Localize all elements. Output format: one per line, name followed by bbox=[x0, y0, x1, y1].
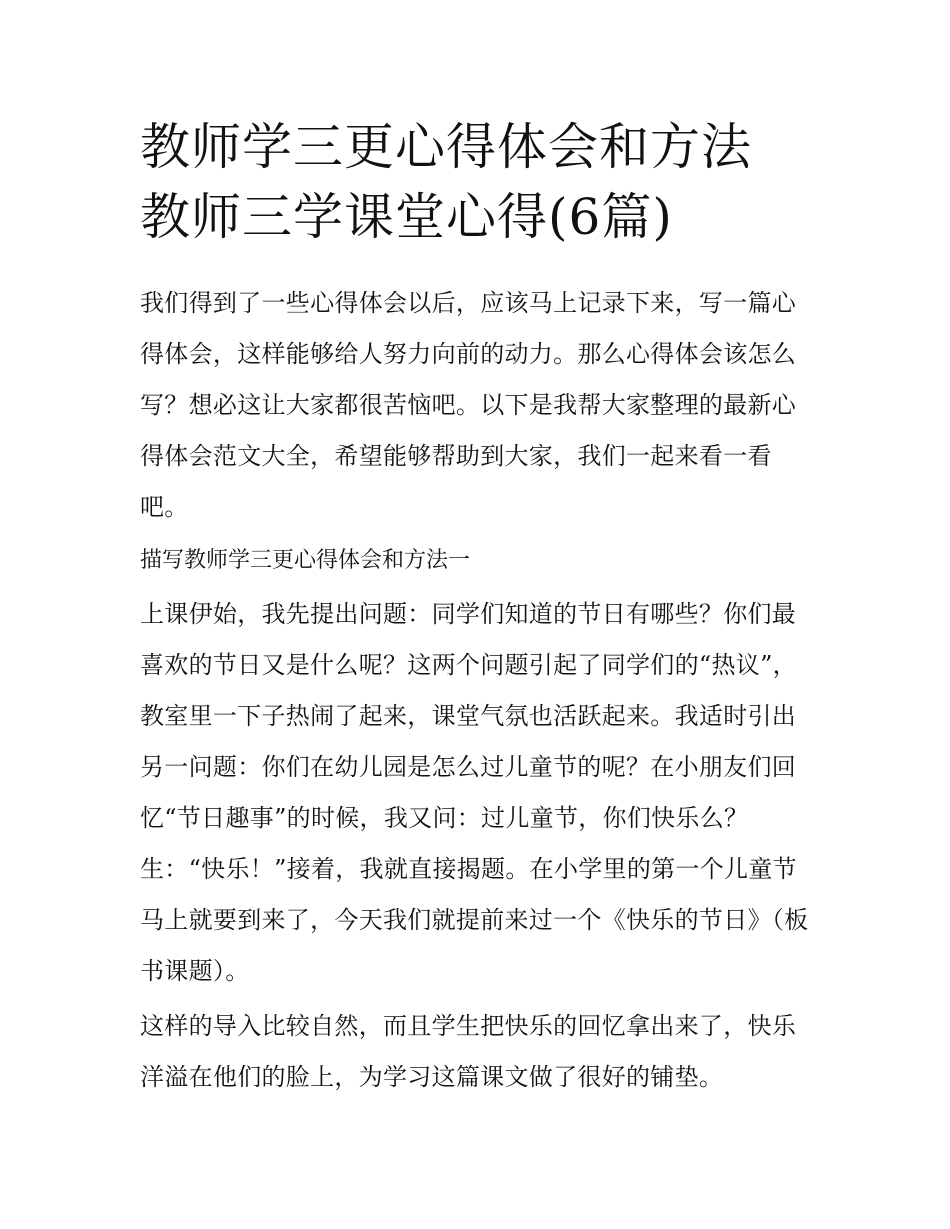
section-heading: 描写教师学三更心得体会和方法一 bbox=[140, 548, 471, 573]
intro-paragraph: 我们得到了一些心得体会以后，应该马上记录下来，写一篇心得体会，这样能够给人努力向前的动力。那么心得体会该怎么写？想必这让大家都很苦恼吧。以下是我帮大家整理的最新心得体会范文大全，希望能够帮助到大家，我们一起来看一看吧。 bbox=[140, 289, 797, 521]
document-content bbox=[140, 112, 812, 1103]
document-title: 教师学三更心得体会和方法 教师三学课堂心得(6篇) bbox=[140, 118, 752, 246]
body-paragraph-2: 这样的导入比较自然，而且学生把快乐的回忆拿出来了，快乐洋溢在他们的脸上，为学习这篇课文做了很好的铺垫。 bbox=[140, 1012, 797, 1091]
body-paragraph-1: 上课伊始，我先提出问题：同学们知道的节日有哪些？你们最喜欢的节日又是什么呢？这两个问题引起了同学们的“热议”，教室里一下子热闹了起来，课堂气氛也活跃起来。我适时引出另一问题：你们在幼儿园是怎么过儿童节的呢？在小朋友们回忆“节日趣事”的时候，我又问：过儿童节，你们快乐么？生：“快乐！”接着，我就直接揭题。在小学里的第一个儿童节马上就要到来了，今天我们就提前来过一个《快乐的节日》（板书课题）。 bbox=[140, 600, 809, 985]
